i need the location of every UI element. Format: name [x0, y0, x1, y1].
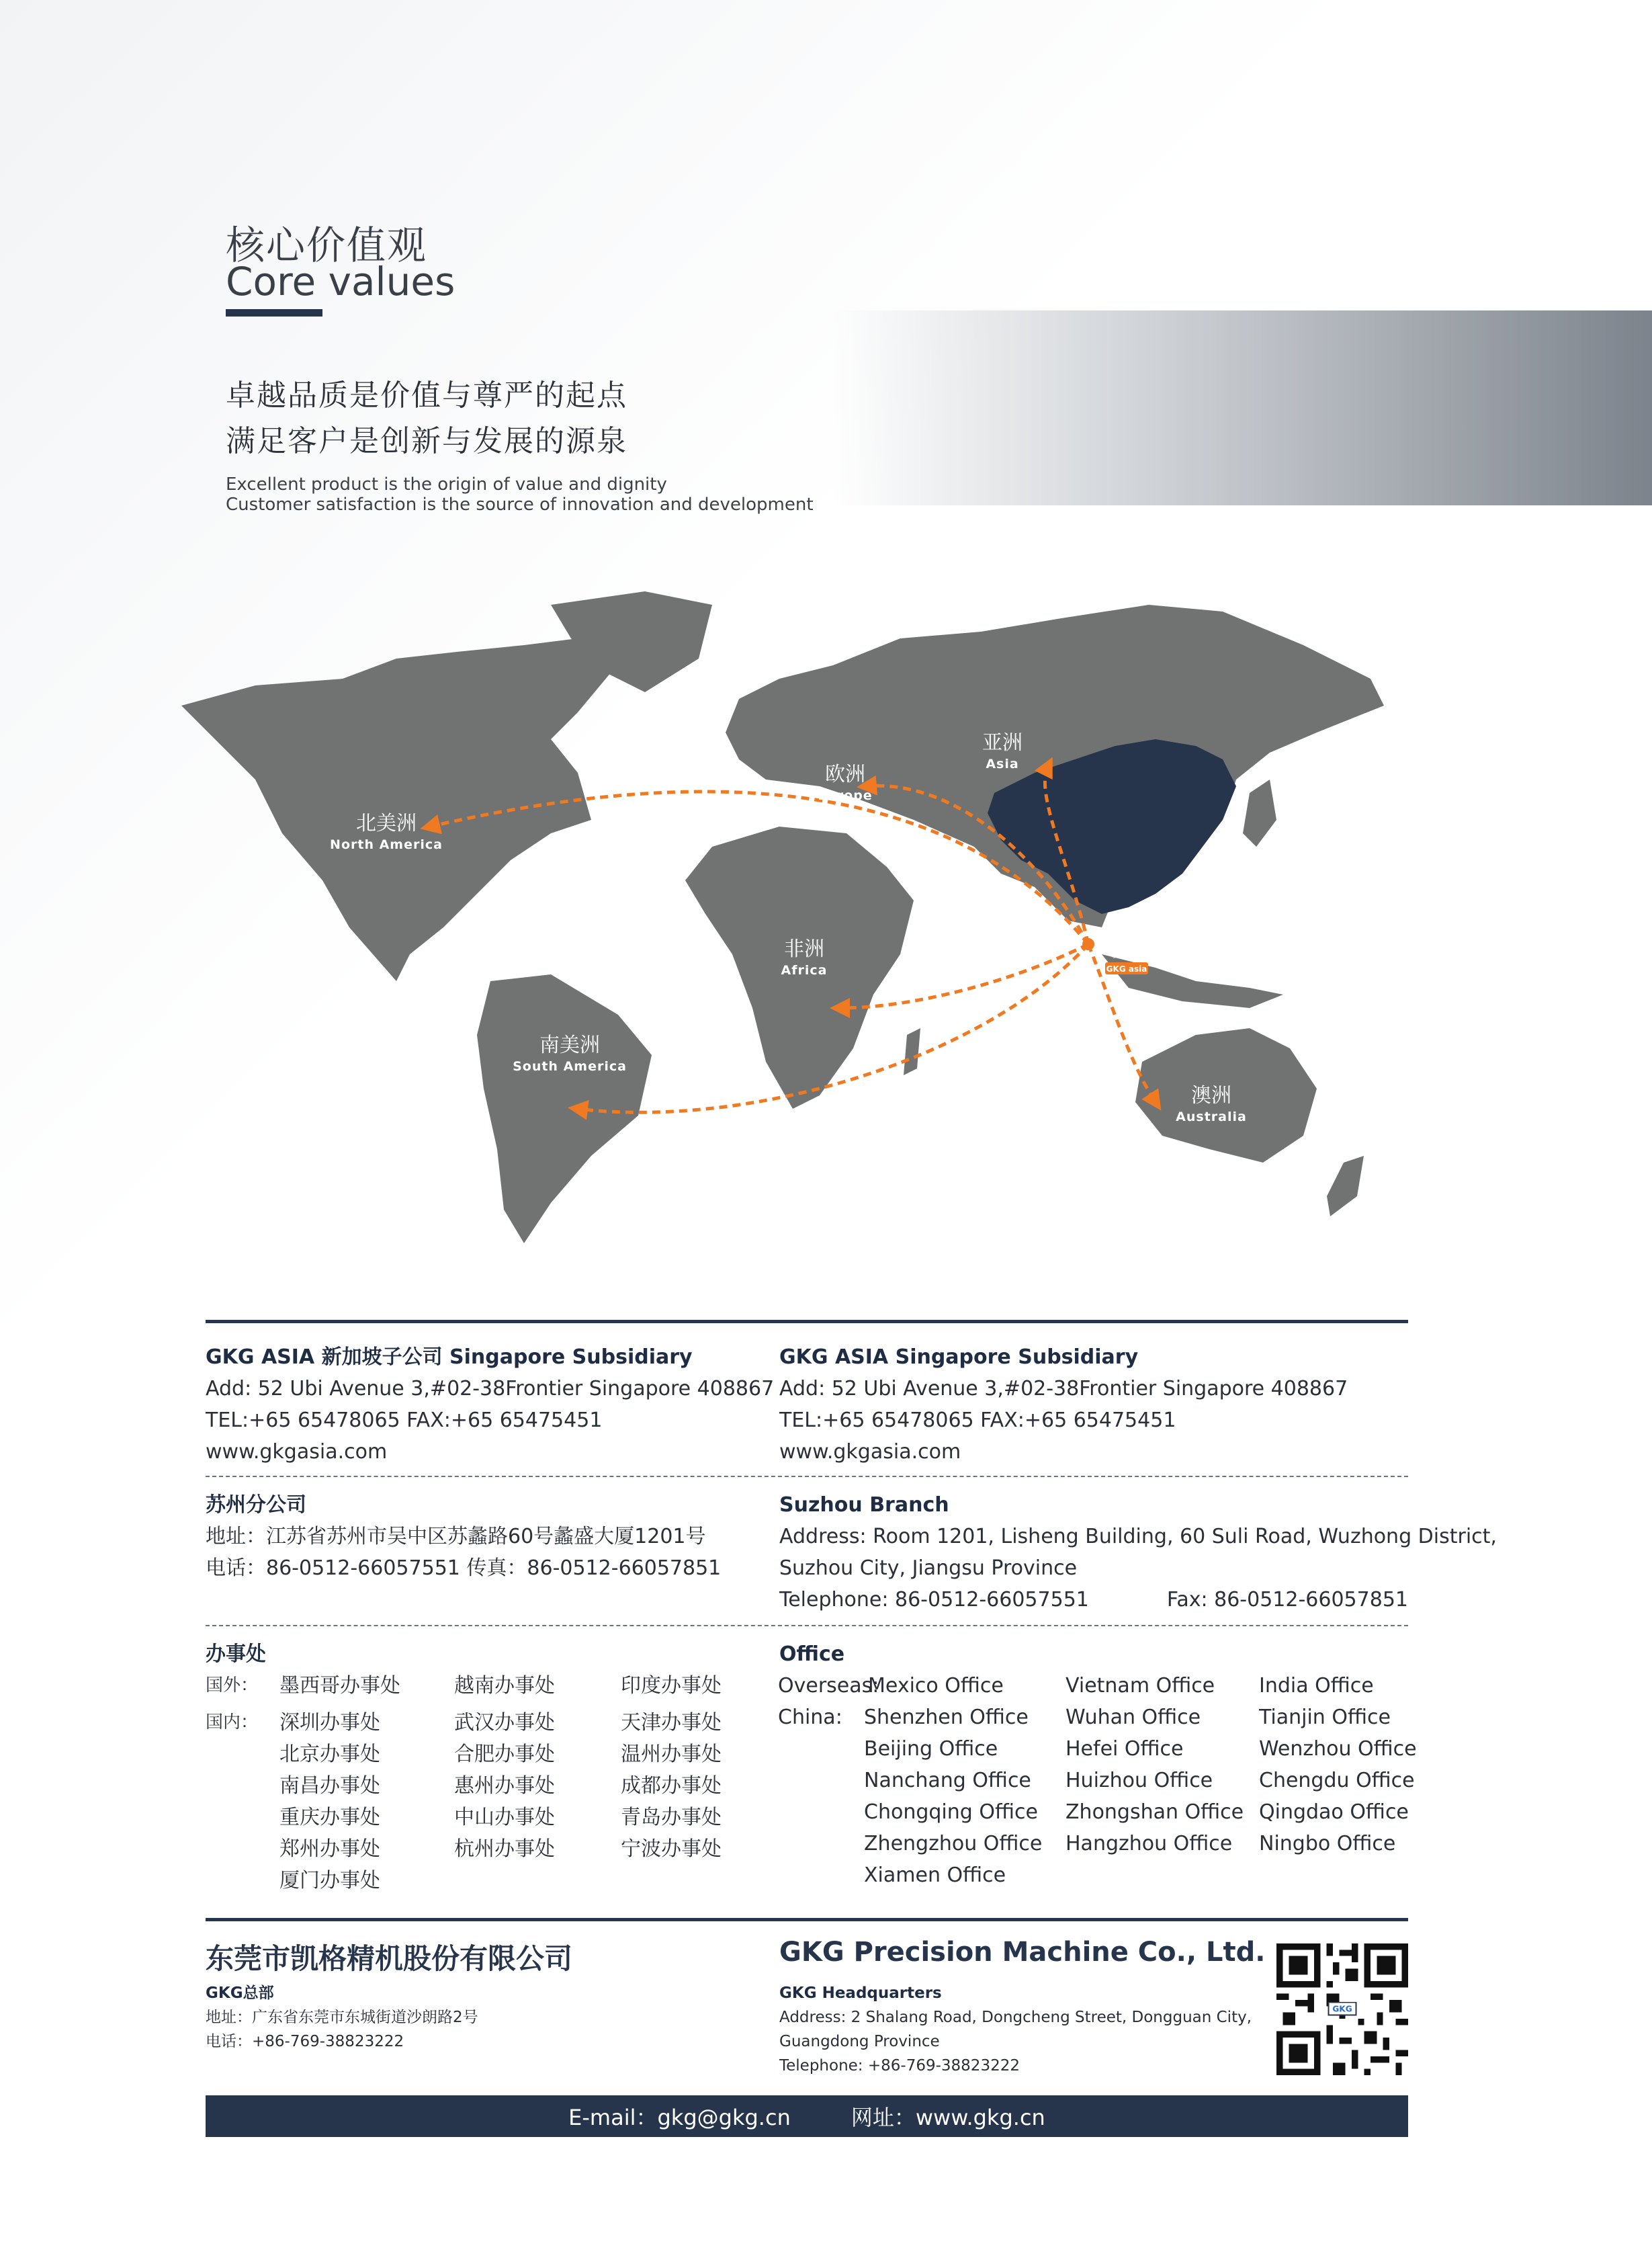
domestic-en-office-item: Qingdao Office	[1259, 1800, 1409, 1824]
label-south-america-cn: 南美洲	[539, 1034, 600, 1057]
singapore-web: www.gkgasia.com	[206, 1440, 388, 1464]
domestic-en-office-item: Chongqing Office	[864, 1800, 1038, 1824]
domestic-cn-office-item: 杭州办事处	[454, 1837, 555, 1861]
hq-address-en-2: Guangdong Province	[779, 2033, 940, 2050]
label-north-america-cn: 北美洲	[356, 812, 417, 835]
singapore-web-en: www.gkgasia.com	[779, 1440, 961, 1464]
domestic-en-office-item: Zhongshan Office	[1066, 1800, 1244, 1824]
offices-en-title	[779, 1638, 844, 1670]
section-rule-hq	[206, 1918, 1408, 1921]
label-asia-en: Asia	[986, 757, 1019, 771]
singapore-hub-dot	[1082, 938, 1094, 950]
hq-en-block	[779, 1981, 1252, 2078]
domestic-en-office-item: Huizhou Office	[1066, 1769, 1213, 1792]
suzhou-title-en: Suzhou Branch	[779, 1493, 949, 1517]
footer-bar	[206, 2095, 1408, 2137]
qr-code[interactable]	[1276, 1943, 1408, 2075]
suzhou-title-cn: 苏州分公司	[206, 1493, 306, 1517]
domestic-cn-office-item: 惠州办事处	[454, 1774, 555, 1798]
domestic-en-office-item: Wuhan Office	[1066, 1706, 1201, 1729]
office-cn-mexico: 墨西哥办事处	[279, 1674, 400, 1698]
suzhou-address-en-1: Address: Room 1201, Lisheng Building, 60 Suli Road, Wuzhong District,	[779, 1525, 1497, 1548]
overseas-label-en: Overseas:	[778, 1674, 879, 1698]
domestic-en-office-item: Hangzhou Office	[1066, 1832, 1233, 1855]
page-title-cn: 核心价值观	[226, 222, 428, 268]
office-en-vietnam: Vietnam Office	[1066, 1674, 1215, 1698]
company-name-cn: 东莞市凯格精机股份有限公司	[206, 1942, 573, 1975]
label-australia-en: Australia	[1176, 1109, 1247, 1124]
suzhou-address-cn: 地址：江苏省苏州市吴中区苏蠡路60号蠡盛大厦1201号	[206, 1525, 706, 1548]
domestic-en-office-item: Ningbo Office	[1259, 1832, 1396, 1855]
label-europe-en: Europe	[818, 788, 873, 803]
dashed-divider-1	[206, 1476, 1408, 1477]
suzhou-address-en-2: Suzhou City, Jiangsu Province	[779, 1556, 1078, 1580]
hq-title-cn: GKG总部	[206, 1984, 274, 2002]
singapore-address: Add: 52 Ubi Avenue 3,#02-38Frontier Singapore 408867	[206, 1377, 775, 1400]
singapore-address-en: Add: 52 Ubi Avenue 3,#02-38Frontier Singapore 408867	[779, 1377, 1348, 1400]
domestic-en-office-item: Tianjin Office	[1259, 1706, 1391, 1729]
singapore-tel-fax-en: TEL:+65 65478065 FAX:+65 65475451	[779, 1409, 1176, 1432]
offices-title-cn: 办事处	[206, 1642, 266, 1666]
label-north-america-en: North America	[330, 837, 443, 852]
offices-cn-title	[206, 1638, 266, 1670]
hq-title-en: GKG Headquarters	[779, 1984, 942, 2002]
singapore-title-cn: GKG ASIA 新加坡子公司 Singapore Subsidiary	[206, 1345, 693, 1369]
footer-web-link[interactable]: 网址：www.gkg.cn	[851, 2105, 1045, 2130]
domestic-cn-office-item: 温州办事处	[621, 1743, 722, 1766]
slogan-en-2: Customer satisfaction is the source of innovation and development	[226, 495, 814, 515]
hq-tel-en: Telephone: +86-769-38823222	[779, 2057, 1020, 2075]
label-africa-cn: 非洲	[784, 937, 824, 961]
dashed-divider-2	[206, 1625, 1408, 1626]
domestic-cn-office-item: 成都办事处	[621, 1774, 722, 1798]
singapore-title-en: GKG ASIA Singapore Subsidiary	[779, 1345, 1139, 1369]
domestic-cn-office-item: 武汉办事处	[454, 1711, 555, 1734]
office-cn-vietnam: 越南办事处	[454, 1674, 555, 1698]
office-en-mexico: Mexico Office	[868, 1674, 1004, 1698]
suzhou-fax-en: Fax: 86-0512-66057851	[1166, 1588, 1408, 1611]
domestic-cn-office-item: 郑州办事处	[279, 1837, 380, 1861]
hq-address-cn: 地址：广东省东莞市东城街道沙朗路2号	[206, 2009, 478, 2026]
domestic-cn-office-item: 宁波办事处	[621, 1837, 722, 1861]
domestic-en-office-item: Zhengzhou Office	[864, 1832, 1043, 1855]
page-title-en: Core values	[226, 259, 455, 304]
label-south-america-en: South America	[513, 1059, 627, 1074]
domestic-en-office-item: Xiamen Office	[864, 1863, 1006, 1887]
title-underline	[226, 309, 322, 317]
label-asia-cn: 亚洲	[982, 731, 1023, 755]
qr-logo-text: GKG	[1332, 2004, 1352, 2014]
domestic-cn-office-item: 青岛办事处	[621, 1806, 722, 1829]
hq-phone-cn: 电话：+86-769-38823222	[206, 2033, 404, 2050]
domestic-cn-office-item: 天津办事处	[621, 1711, 722, 1734]
suzhou-en-block	[779, 1489, 1497, 1616]
domestic-en-office-item: Hefei Office	[1066, 1737, 1184, 1761]
office-en-india: India Office	[1259, 1674, 1374, 1698]
domestic-en-office-item: Chengdu Office	[1259, 1769, 1415, 1792]
japan-shape	[1243, 780, 1276, 847]
singapore-cn-block	[206, 1341, 774, 1468]
domestic-label-cn: 国内：	[206, 1712, 259, 1732]
suzhou-tel-en: Telephone: 86-0512-66057551	[779, 1588, 1089, 1611]
singapore-tel-fax: TEL:+65 65478065 FAX:+65 65475451	[206, 1409, 603, 1432]
section-rule-top	[206, 1320, 1408, 1323]
domestic-cn-office-item: 深圳办事处	[279, 1711, 380, 1734]
suzhou-phone-cn: 电话：86-0512-66057551 传真：86-0512-66057851	[206, 1556, 722, 1580]
label-australia-cn: 澳洲	[1191, 1084, 1231, 1107]
madagascar-shape	[904, 1028, 920, 1075]
label-europe-cn: 欧洲	[825, 763, 865, 786]
slogan-cn-2: 满足客户是创新与发展的源泉	[226, 424, 627, 458]
domestic-cn-office-item: 合肥办事处	[454, 1743, 555, 1766]
office-cn-india: 印度办事处	[621, 1674, 722, 1698]
domestic-en-office-item: Shenzhen Office	[864, 1706, 1029, 1729]
domestic-en-office-item: Wenzhou Office	[1259, 1737, 1417, 1761]
hub-label-cn: 新加坡	[1112, 950, 1139, 960]
domestic-cn-office-item: 厦门办事处	[279, 1869, 380, 1892]
hq-address-en-1: Address: 2 Shalang Road, Dongcheng Street, Dongguan City,	[779, 2009, 1252, 2026]
hub-label-en: GKG asia	[1106, 964, 1147, 974]
footer-email-link[interactable]: E-mail：gkg@gkg.cn	[568, 2105, 791, 2130]
north-america-shape	[181, 638, 611, 981]
domestic-en-office-item: Beijing Office	[864, 1737, 998, 1761]
overseas-label-cn: 国外：	[206, 1675, 259, 1695]
domestic-cn-office-item: 重庆办事处	[279, 1806, 380, 1829]
south-america-shape	[477, 974, 652, 1243]
offices-title-en: Office	[779, 1642, 845, 1666]
domestic-cn-office-item: 南昌办事处	[279, 1774, 380, 1798]
new-zealand-shape	[1327, 1156, 1364, 1216]
decorative-gradient-band	[833, 310, 1652, 505]
china-label-en: China:	[778, 1706, 842, 1729]
label-africa-en: Africa	[781, 963, 828, 978]
slogan-cn-1: 卓越品质是价值与尊严的起点	[226, 378, 627, 413]
world-map	[175, 578, 1411, 1250]
domestic-cn-office-item: 中山办事处	[454, 1806, 555, 1829]
company-name-en: GKG Precision Machine Co., Ltd.	[779, 1937, 1266, 1968]
hq-cn-block	[206, 1981, 478, 2054]
domestic-cn-office-item: 北京办事处	[279, 1743, 380, 1766]
domestic-en-office-item: Nanchang Office	[864, 1769, 1031, 1792]
suzhou-cn-block	[206, 1489, 721, 1584]
slogan-en-1: Excellent product is the origin of value and dignity	[226, 474, 667, 495]
singapore-en-block	[779, 1341, 1348, 1468]
continent-shapes	[181, 591, 1384, 1243]
